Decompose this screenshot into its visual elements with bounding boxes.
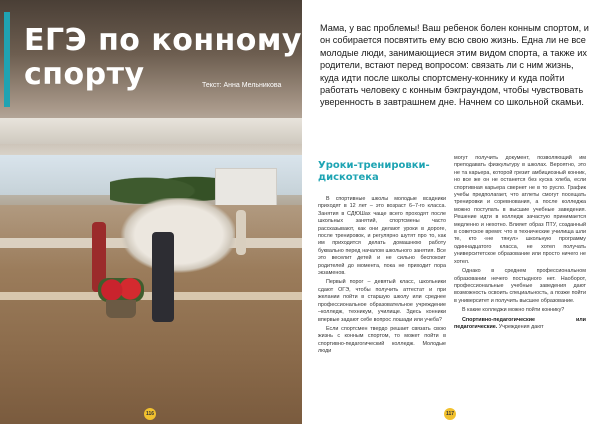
person-figure-center	[152, 232, 174, 322]
paragraph: В спортивные школы молодые всадники приходят в 12 лет – это возраст 6–7-го класса. Занятия в СДЮШах чаще всего проходят после школьных занятий, спортсмены часто рассказывают, как они делают уроки в дороге, после тренировок, и регулярно шутят про то, как им приходится делать домашнюю работу буквально перед началом школьного занятия. Все это веселит детей и не сильно беспокоит родителей до момента, пока не приходит пора экзаменов.	[318, 196, 446, 277]
page-number-left: 116	[144, 408, 156, 420]
bold-lead: Спортивно-педагогические или педагогические.	[454, 316, 586, 330]
lead-paragraph: Мама, у вас проблемы! Ваш ребенок болен конным спортом, и он собирается посвятить ему всю свою жизнь. Една ли не все молодые люди, занимающиеся этим видом спорта, а также их родители, встают перед вопросом: связать ли с ним жизнь, куда идти после школы спортсмену-коннику и куда пойти работать человеку с конным бэкграундом, чтобы чувствовать уверенность в завтрашнем дне. Начнем со школьной скамьи.	[320, 23, 589, 108]
flower-pot-base	[106, 300, 136, 318]
person-figure-right	[236, 210, 246, 255]
paragraph: Если спортсмен твердо решает связать свою жизнь с конным спортом, то может пойти в спортивно-педагогический колледж. Молодые люди	[318, 325, 446, 355]
paragraph: В какие колледжи можно пойти коннику?	[462, 307, 565, 314]
arena-floor-band	[0, 292, 302, 300]
accent-bar	[4, 12, 10, 107]
tent-band	[0, 118, 302, 144]
paragraph: Однако в среднем профессиональном образовании нечего постыдного нет. Наоборот, профессиональные учебные заведения дают возможность освоить специальность, а позже пойти в университет и получить высшее образование.	[454, 268, 586, 304]
page-number-right: 117	[444, 408, 456, 420]
author-credit: Текст: Анна Мельникова	[202, 82, 282, 89]
right-page-text	[302, 0, 600, 424]
paragraph: Первый порог – девятый класс, школьники сдают ОГЭ, чтобы получить аттестат и при желании пойти в старшую школу или среднее профессиональное образовательное учреждение –колледж, техникум, училище. Здесь конники впервые задают себе вопрос лошади или учеба?	[318, 279, 446, 323]
text-column-right	[454, 155, 586, 333]
paragraph-bold-lead	[454, 317, 586, 332]
text-column-left	[318, 196, 446, 358]
section-heading: Уроки-тренировки-дискотека	[318, 160, 430, 183]
article-title: ЕГЭ по конному спорту	[24, 23, 302, 92]
flower-pot	[98, 278, 144, 302]
paragraph-rest: Учреждения дают	[497, 323, 544, 330]
paragraph: могут получить документ, позволяющий им преподавать физкультуру в школах. Вероятно, это не та карьера, которой грезит амбициозный конник, но все же он не останется без куска хлеба, если спортивная карьера свернет не в то русло. График учебы предполагает, что атлеты смогут посещать тренировки и соревнования, а после колледжа можно поступать в высшие учебные заведения. Решение идти в колледж зачастую принимается медленно и нехотно. Влияет образ ПТУ, созданный в советское время: что в технические училища шли те, кто «не тянул» школьную программу одиннадцатого класса, не хотел получать университетское образование или просто ничего не хотел.	[454, 155, 586, 265]
